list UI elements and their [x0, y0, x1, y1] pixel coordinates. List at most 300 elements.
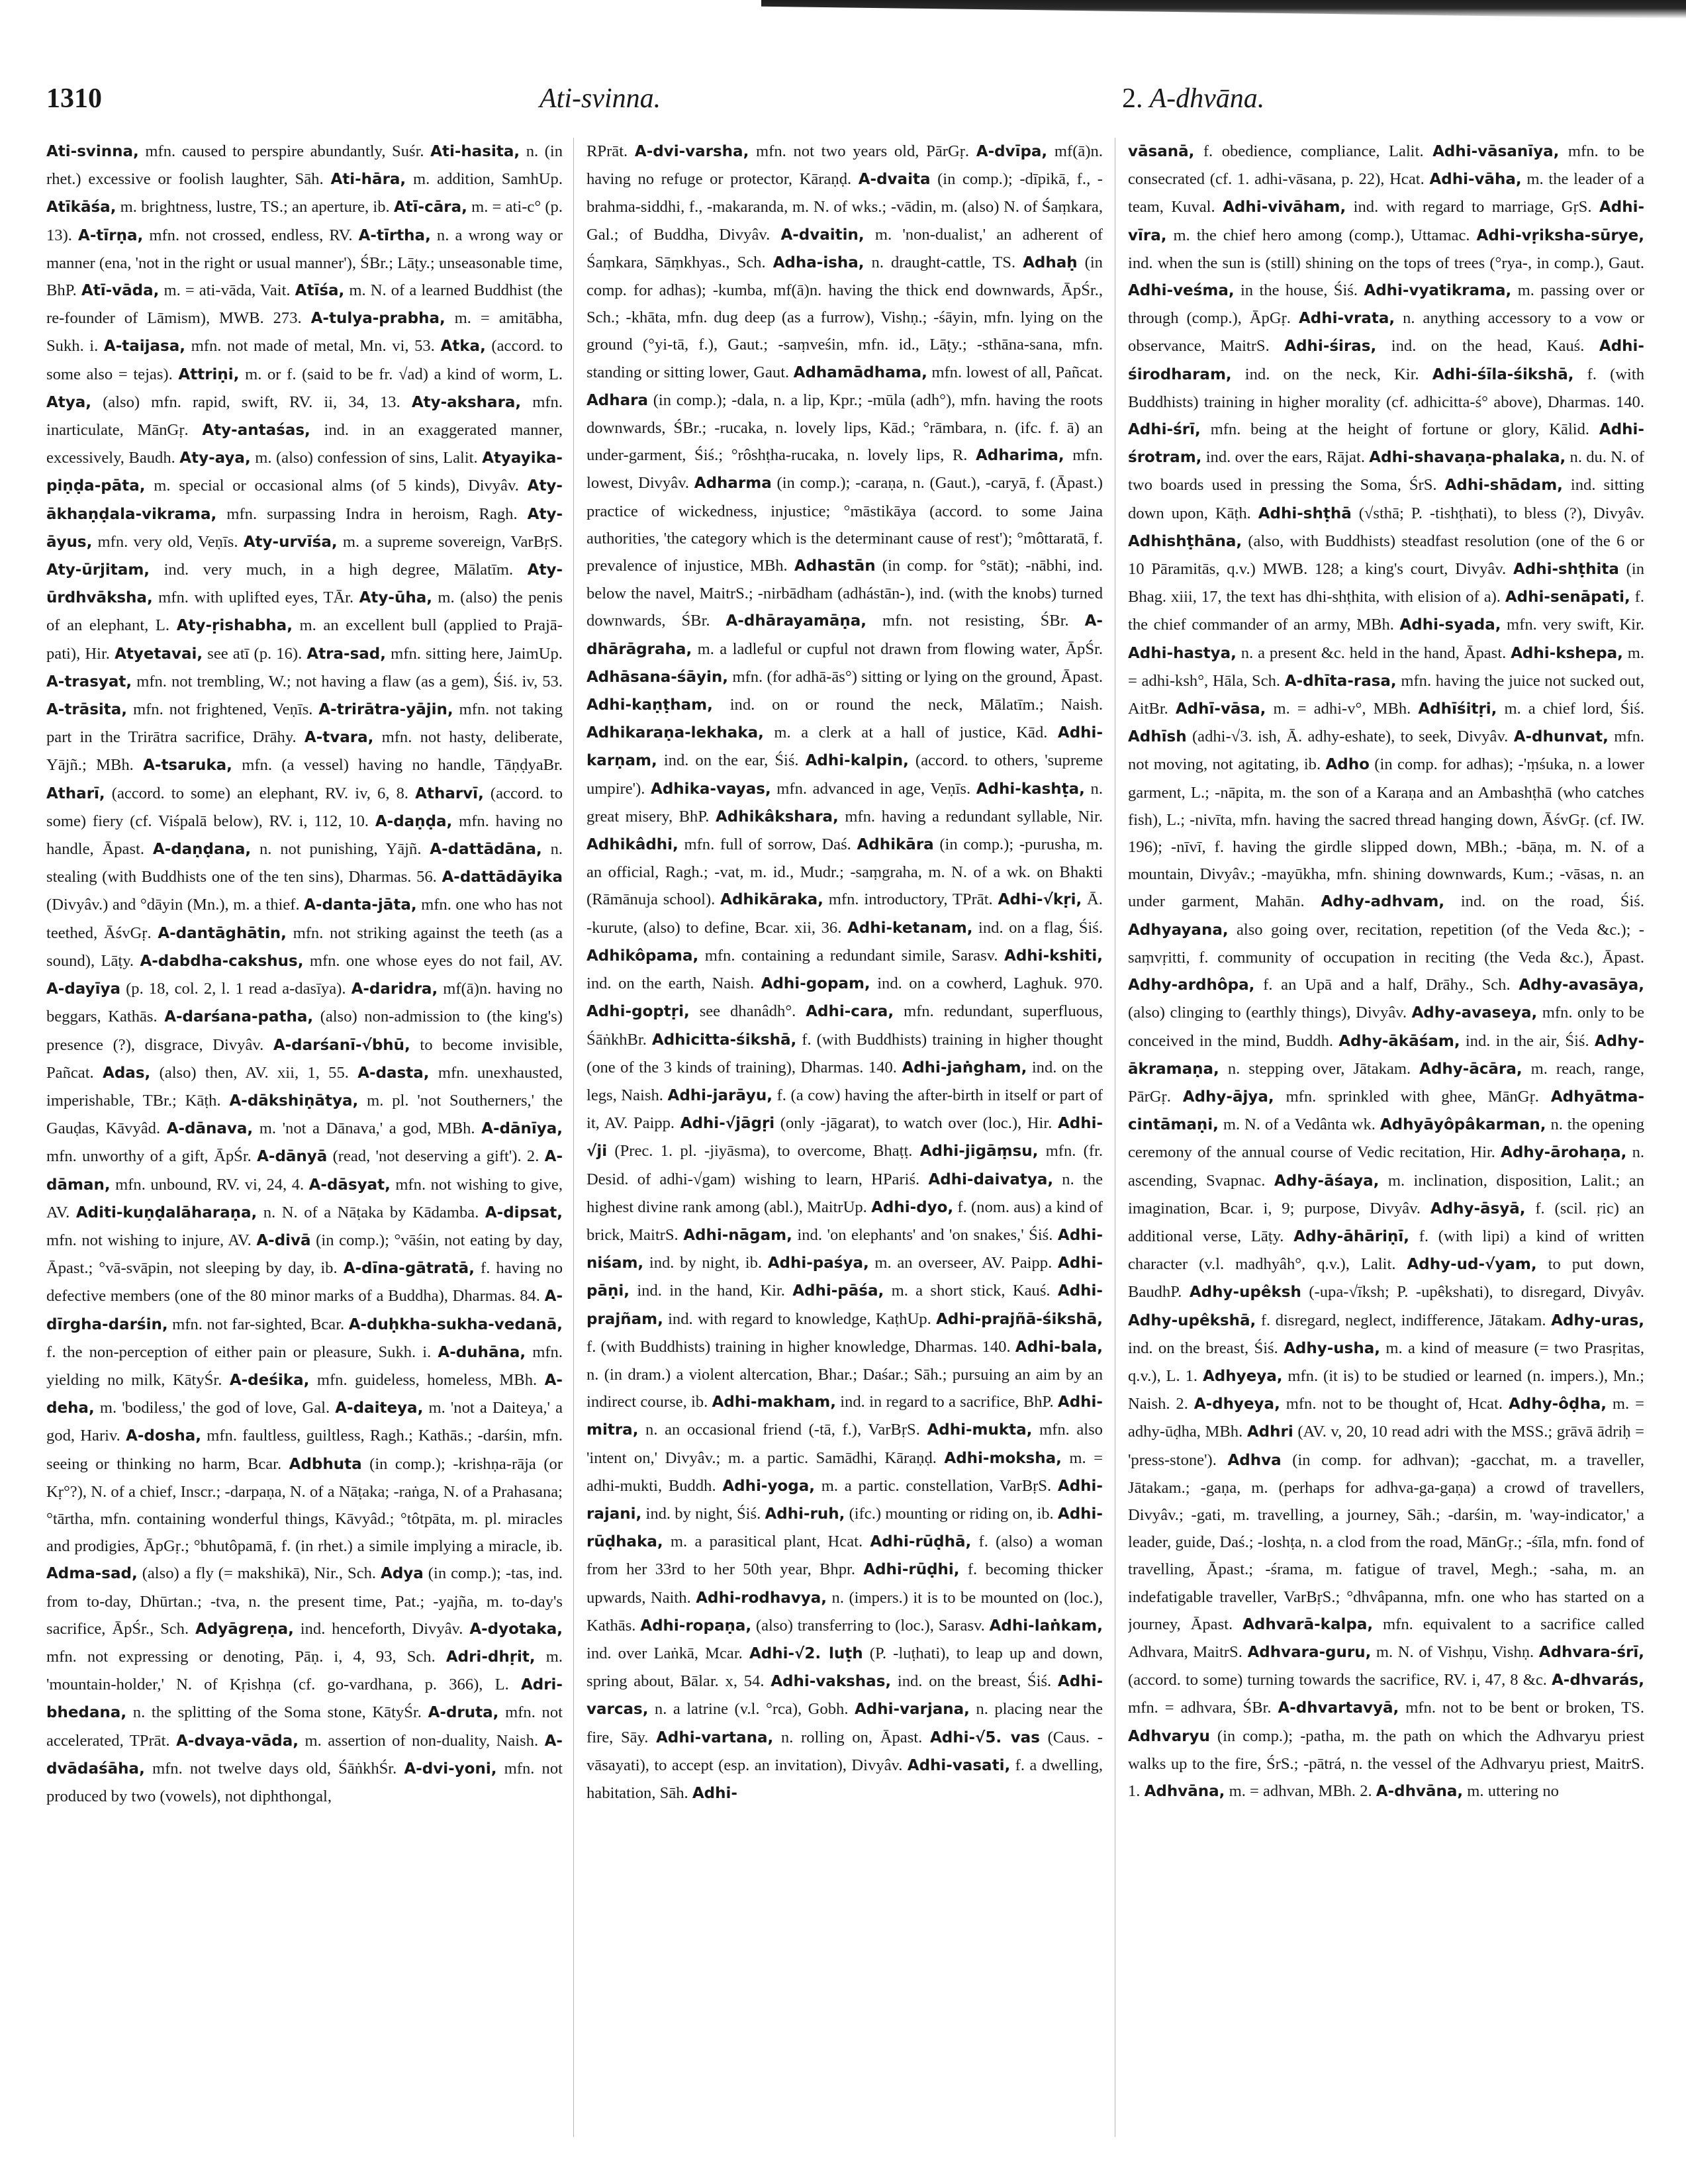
entry-headword: Atra-sad, [306, 645, 387, 663]
entry-headword: A-daiteya, [335, 1400, 424, 1417]
entry-headword: A-dipsat, [485, 1204, 563, 1221]
entry-definition: ind. on the breast, Śiś. [897, 1672, 1052, 1691]
entry-definition: (accord. to some) turning towards the sacrifice, RV. i, 47, 8 &c. [1128, 1671, 1547, 1689]
entry-headword: Adhy-ôḍha, [1508, 1396, 1607, 1413]
entry-definition: m. N. of a Vedânta wk. [1223, 1116, 1376, 1134]
entry-headword: A-dattādāna, [430, 841, 542, 859]
entry-headword: Adhi-pāṇi, [586, 1255, 1103, 1300]
entry-definition: mfn. yielding no milk, KātyŚr. [46, 1343, 563, 1389]
entry-definition: mfn. not wishing to injure, AV. [46, 1231, 252, 1249]
entry-definition: n. (in rhet.) excessive or foolish laughter, Sāh. [46, 142, 563, 189]
dictionary-entry [167, 1119, 481, 1137]
entry-definition: mfn. not produced by two (vowels), not diphthongal, [46, 1759, 563, 1805]
entry-definition: n. a latrine (v.l. °rca), Gobh. [654, 1700, 849, 1719]
dictionary-entry [635, 142, 976, 160]
entry-definition: f. (with Buddhists) training in higher thought (one of the 3 kinds of training), Dharmas. 140. [586, 1030, 1103, 1076]
entry-definition: mfn. guideless, homeless, MBh. [316, 1370, 538, 1389]
entry-definition: m. inclination, disposition, Lalit.; an imagination, Bcar. i, 9; purpose, Divyâv. [1128, 1171, 1644, 1217]
column-divider [573, 138, 574, 2137]
entry-definition: n. the opening ceremony of the annual course of Vedic recitation, Hir. [1128, 1116, 1644, 1162]
dictionary-entry [178, 365, 563, 383]
entry-definition: ind. on the breast, Śiś. [1128, 1339, 1278, 1357]
dictionary-entry [195, 1620, 469, 1638]
entry-headword: A-tīrṇa, [78, 226, 144, 244]
entry-definition: mfn. having the juice not sucked out, AitBr. [1128, 671, 1644, 718]
entry-definition: m. a parasitical plant, Hcat. [670, 1533, 863, 1551]
entry-headword: Atīkāśa, [46, 199, 117, 216]
entry-definition: (in Bhag. xiii, 17, the text has dhi-shṭhita, with elision of a). [1128, 560, 1644, 606]
entry-headword: Adhy-avaseya, [1411, 1004, 1538, 1022]
dictionary-entry [720, 890, 998, 908]
entry-definition: f. an Upā and a half, Drāhy., Sch. [1263, 976, 1511, 994]
entry-headword: Adhi-mukta, [927, 1421, 1033, 1439]
entry-definition: n. du. N. of two boards used in pressing the Soma, ŚrS. [1128, 448, 1644, 495]
entry-definition: n. the highest divine rank among (abl.), MaitrUp. [586, 1170, 1103, 1216]
entry-headword: Adha-isha, [773, 254, 865, 271]
entry-definition: (also) then, AV. xii, 1, 55. [159, 1063, 349, 1082]
entry-definition: (also) mfn. rapid, swift, RV. ii, 34, 13. [103, 393, 400, 411]
entry-definition: (Caus. -vāsayati), to accept (esp. an invitation), Divyâv. [586, 1728, 1103, 1774]
entry-headword: Adhi-moksha, [944, 1449, 1062, 1467]
entry-definition: (in comp.); -dala, n. a lip, Kpr.; -mūla (adh°), mfn. having the roots downwards, ŚBr.; -rucaka, n. lovely lips, Kād.; °rāmbara, n. (ifc. f. ā) an under-garment, Śiś.; °rôshṭha-rucaka, n. lovely lips, R. [586, 391, 1103, 465]
entry-headword: Adhy-upêkshā, [1128, 1311, 1256, 1329]
entry-definition: f. having no defective members (one of the 80 minor marks of a Buddha), Dharmas. 84. [46, 1259, 563, 1306]
entry-definition: m. an excellent bull (applied to Prajā-pati), Hir. [46, 616, 563, 663]
entry-headword: Adhikāraka, [720, 891, 823, 909]
entry-definition: ind. over the ears, Rājat. [1205, 448, 1365, 467]
entry-definition: n. the splitting of the Soma stone, KātyŚr. [132, 1703, 422, 1722]
dictionary-entry [773, 254, 1023, 271]
page-number: 1310 [46, 83, 102, 114]
entry-headword: Adhy-ākramaṇa, [1128, 1032, 1644, 1078]
entry-definition: (also) a fly (= makshikā), Nir., Sch. [142, 1564, 377, 1583]
entry-definition: m. brightness, lustre, TS.; an aperture, ib. [120, 198, 390, 216]
running-head-right: A-dhvāna. [1149, 83, 1265, 114]
entry-definition: mfn. lowest, Divyâv. [586, 446, 1103, 493]
entry-definition: (-upa-√īksh; P. -upêkshati), to disregard, Divyâv. [1309, 1283, 1644, 1302]
entry-headword: Adhi-rūḍhā, [870, 1533, 972, 1551]
entry-definition: mfn. = adhvara, ŚBr. [1128, 1699, 1272, 1717]
entry-definition: see atī (p. 16). [207, 644, 303, 663]
entry-definition: (in comp.); -krishṇa-rāja (or Kṛ°?), N. of a chief, Inscr.; -darpaṇa, N. of a Nāṭaka; -raṅga, N. of a Prahasana; °tārtha, mfn. containing wonderful things, Kāvyâd.; °tôtpāta, m. pl. miracles and prodigies, ĀpGṛ.; °bhutôpamā, f. (in rhet.) a simile implying a miracle, ib. [46, 1454, 563, 1556]
entry-definition: ind. sitting down upon, Kāṭh. [1128, 476, 1644, 522]
entry-headword: Adhi-hastya, [1128, 644, 1237, 662]
entry-headword: Adhi-rodhavya, [696, 1589, 827, 1607]
entry-headword: A-dānyā [257, 1148, 328, 1166]
entry-headword: Adhikāra [857, 836, 934, 854]
entry-headword: Adhi-vṛiksha-sūrye, [1476, 226, 1644, 244]
entry-definition: m. = adhi-ksh°, Hāla, Sch. [1128, 643, 1644, 690]
entry-headword: Adhi-√5. vas [929, 1729, 1040, 1746]
entry-headword: Adhy-upêksh [1189, 1284, 1301, 1302]
entry-headword: A-dosha, [126, 1427, 201, 1445]
entry-headword: A-dhvāna, [1376, 1782, 1464, 1800]
entry-headword: Adhi-senāpati, [1505, 589, 1630, 606]
entry-headword: A-deha, [46, 1371, 563, 1417]
entry-definition: f. (a cow) having the after-birth in itself or part of it, AV. Paipp. [586, 1086, 1103, 1133]
entry-definition: n. a wrong way or manner (ena, 'not in the right or usual manner'), ŚBr.; Lāṭy.; unseasonable time, BhP. [46, 226, 563, 300]
entry-definition: (adhi-√3. ish, Ā. adhy-eshate), to seek, Divyâv. [1192, 728, 1509, 746]
entry-definition: mfn. unbound, RV. vi, 24, 4. [115, 1175, 304, 1194]
dictionary-entry [768, 1254, 1058, 1272]
entry-headword: Adhy-ākāśam, [1338, 1032, 1460, 1050]
entry-headword: Adhy-āhāriṇī, [1293, 1227, 1409, 1245]
entry-definition: mfn. one who has not teethed, ĀśvGṛ. [46, 896, 563, 942]
entry-definition: ind. 'on elephants' and 'on snakes,' Śiś. [797, 1225, 1053, 1244]
entry-definition: m. = ati-vāda, Vait. [164, 281, 291, 300]
entry-headword: Adhi-shṭhita [1513, 561, 1619, 579]
entry-definition: m. N. of Vishṇu, Vishṇ. [1376, 1642, 1534, 1661]
dictionary-entry [1128, 755, 1644, 910]
entry-definition: f. (with lipi) a kind of written character (v.l. madhyâh°, q.v.), Lalit. [1128, 1227, 1644, 1274]
dictionary-entry [176, 1732, 545, 1750]
entry-headword: A-daṇḍana, [152, 841, 252, 859]
entry-headword: Adhi-makham, [712, 1394, 836, 1411]
entry-headword: Adhy-ācāra, [1419, 1060, 1522, 1078]
entry-headword: Adhy-ardhôpa, [1128, 976, 1255, 994]
entry-headword: A-dākshiṇātya, [229, 1092, 359, 1110]
entry-definition: mfn. redundant, superfluous, ŚāṅkhBr. [586, 1002, 1103, 1049]
dictionary-entry [586, 668, 1103, 686]
entry-definition: ind. henceforth, Divyâv. [300, 1619, 463, 1638]
entry-headword: A-dvaya-vāda, [176, 1732, 299, 1750]
entry-headword: A-darśana-patha, [164, 1008, 314, 1026]
entry-headword: Adhikâdhi, [586, 836, 679, 854]
entry-headword: A-duḥkha-sukha-vedanā, [348, 1315, 563, 1333]
dictionary-entry [765, 1505, 1057, 1523]
entry-definition: m. a ladleful or cupful not drawn from flowing water, ĀpŚr. [697, 640, 1103, 658]
entry-definition: mfn. to be consecrated (cf. 1. adhi-vāsana, p. 22), Hcat. [1128, 142, 1644, 189]
entry-definition: m. an overseer, AV. Paipp. [874, 1254, 1053, 1272]
dictionary-entry [306, 645, 563, 663]
dictionary-entry [46, 393, 412, 411]
entry-headword: Adhara [586, 391, 649, 409]
entry-definition: n. rolling on, Āpast. [780, 1728, 923, 1746]
entry-headword: Atyetavai, [115, 645, 203, 663]
entry-headword: Adhvara-śrī, [1538, 1643, 1644, 1661]
dictionary-entry [586, 254, 1103, 381]
entry-definition: mfn. full of sorrow, Daś. [684, 835, 851, 854]
dictionary-entry [586, 1002, 806, 1020]
dictionary-entry [76, 1204, 485, 1221]
entry-headword: Adhi-kalpin, [805, 752, 909, 770]
entry-definition: n. N. of a Nāṭaka by Kādamba. [263, 1203, 479, 1221]
entry-definition: m. a short stick, Kauś. [891, 1282, 1051, 1300]
entry-headword: A-darśanī-√bhū, [273, 1036, 410, 1054]
entry-headword: Adhi-bala, [1015, 1338, 1103, 1356]
entry-headword: A-dvi-yoni, [404, 1760, 497, 1778]
entry-headword: Adhi-daivatya, [928, 1170, 1054, 1188]
entry-definition: ind. when the sun is (still) shining on the tops of trees (°rya-, in comp.), Gaut. [1128, 254, 1644, 272]
entry-definition: to put down, BaudhP. [1128, 1255, 1644, 1302]
dictionary-entry [1128, 921, 1644, 967]
entry-headword: A-dhārāgraha, [586, 612, 1103, 658]
entry-definition: ind. on the neck, Kir. [1244, 365, 1419, 383]
entry-headword: Aty-aya, [179, 450, 251, 467]
entry-definition: f. a dwelling, habitation, Sāh. [586, 1756, 1103, 1802]
entry-headword: Adhvara-guru, [1247, 1643, 1372, 1661]
entry-definition: mfn. not striking against the teeth (as a sound), Lāṭy. [46, 924, 563, 970]
entry-headword: A-trirātra-yājin, [318, 701, 453, 719]
entry-definition: n. a present &c. held in the hand, Āpast. [1241, 643, 1507, 662]
entry-headword: Adhi-vartana, [656, 1729, 774, 1746]
dictionary-entry [847, 919, 1103, 937]
entry-headword: A-deśika, [229, 1371, 310, 1389]
entry-definition: (accord. to some) fiery (cf. Viśpalā below), RV. i, 112, 10. [46, 784, 563, 830]
entry-definition: in the house, Śiś. [1240, 281, 1358, 300]
entry-definition: m. a chief lord, Śiś. [1504, 700, 1644, 718]
entry-headword: Adharima, [976, 447, 1064, 465]
entry-definition: (p. 18, col. 2, l. 1 read a-dasīya). [126, 980, 346, 998]
entry-headword: A-druta, [428, 1704, 499, 1722]
dictionary-entry [81, 281, 295, 299]
entry-headword: Adhi-dyo, [871, 1198, 954, 1216]
dictionary-entry [140, 952, 563, 970]
entry-definition: n. placing near the fire, Sāy. [586, 1700, 1103, 1746]
dictionary-entry [46, 784, 415, 802]
dictionary-entry [46, 700, 318, 718]
entry-headword: Adhvarā-kalpa, [1242, 1615, 1374, 1633]
entry-definition: m. reach, range, PārGṛ. [1128, 1059, 1644, 1106]
entry-headword: Aty-ūha, [359, 589, 432, 607]
entry-headword: Adhy-āśaya, [1274, 1172, 1380, 1190]
entry-headword: Adhi-shavaṇa-phalaka, [1369, 449, 1566, 467]
entry-definition: (in comp. for °stāt); -nābhi, ind. below the navel, MaitrS.; -nirbādham (adhástān-), ind. (with the knobs) turned downwards, ŚBr. [586, 557, 1103, 630]
entry-definition: m. a supreme sovereign, VarBṛS. [342, 532, 563, 551]
entry-definition: (in comp. for adhvan); -gacchat, m. a traveller, Jātakam.; -gaṇa, m. (perhaps for adhva-ga-gaṇa) a crowd of travellers, Divyâv.; -gati, m. travelling, a journey, Sāh.; -darśin, m. 'way-indicator,' a leader, guide, Daś.; -loshṭa, n. a clod from the road, MānGṛ.; -śīla, mfn. fond of travelling, Āpast.; -śrama, m. fatigue of travel, Megh.; -saha, m. an indefatigable traveller, VarBṛS.; °dhvâpanna, mfn. one who has started on a journey, Āpast. [1128, 1450, 1644, 1633]
dictionary-entry [1128, 142, 1432, 160]
entry-definition: mfn. with uplifted eyes, TĀr. [158, 589, 354, 607]
entry-definition: (in comp.); °vāśin, not eating by day, Āpast.; °vā-svāpin, not sleeping by day, ib. [46, 1231, 563, 1278]
entry-definition: n. ascending, Svapnac. [1128, 1143, 1644, 1190]
entry-headword: Aty-antaśas, [202, 422, 310, 440]
entry-headword: Aty-urvīśa, [243, 533, 338, 551]
entry-headword: Adma-sad, [46, 1565, 138, 1583]
entry-definition: m. 'not a Daiteya,' a god, Hariv. [46, 1399, 563, 1445]
entry-headword: Aditi-kuṇḍalāharaṇa, [75, 1204, 258, 1221]
dictionary-entry [1338, 1032, 1595, 1050]
entry-definition: mfn. not made of metal, Mn. vi, 53. [191, 337, 435, 356]
entry-definition: mfn. not hasty, deliberate, Yājñ.; MBh. [46, 728, 563, 775]
entry-headword: Atyayika-piṇḍa-pāta, [46, 450, 563, 495]
entry-definition: to become invisible, Pañcat. [46, 1035, 563, 1082]
entry-headword: A-dattādāyika [442, 869, 563, 886]
entry-headword: Atīśa, [295, 282, 345, 300]
entry-headword: Adhi-vyatikrama, [1364, 282, 1512, 300]
entry-headword: A-tīrtha, [358, 226, 431, 244]
entry-headword: Adri-dhṛit, [445, 1648, 536, 1666]
entry-definition: m. 'non-dualist,' an adherent of Śaṃkara, Sāṃkhyas., Sch. [586, 225, 1103, 271]
entry-definition: m. = adhvan, MBh. 2. [1229, 1781, 1372, 1800]
entry-definition: n. anything accessory to a vow or observance, MaitrS. [1128, 309, 1644, 356]
entry-definition: mfn. not accelerated, TPrāt. [46, 1703, 563, 1750]
dictionary-entry [1223, 198, 1599, 216]
entry-headword: A-dvi-varsha, [634, 143, 749, 160]
entry-headword: Adhi-vāsanīya, [1432, 143, 1560, 160]
entry-headword: Adhi-prajñam, [586, 1282, 1103, 1328]
entry-headword: Ati-hasita, [430, 143, 520, 160]
entry-definition: n. (in dram.) a violent altercation, Bhar.; Daśar.; Sāh.; pursuing an aim by an indirect course, ib. [586, 1365, 1103, 1411]
entry-definition: mfn. very old, Veṇīs. [97, 532, 238, 551]
entry-headword: Adhāsana-śāyin, [586, 668, 729, 686]
entry-definition: mfn. not wishing to give, AV. [46, 1175, 563, 1221]
entry-definition: mfn. not frightened, Veṇīs. [132, 700, 313, 719]
entry-headword: Adhi-√jāgṛi [680, 1115, 775, 1133]
entry-definition: n. stepping over, Jātakam. [1227, 1059, 1411, 1078]
entry-definition: m. or f. (said to be fr. √ad) a kind of worm, L. [245, 365, 563, 383]
entry-headword: Adhi-vivāham, [1223, 199, 1346, 216]
dictionary-entry [640, 1617, 989, 1635]
dictionary-entry [771, 1672, 1058, 1690]
dictionary-entry [794, 363, 1103, 381]
entry-headword: Adhy-ud-√yam, [1407, 1256, 1537, 1274]
entry-headword: Adhi-shādam, [1444, 477, 1563, 495]
entry-definition: (AV. v, 20, 10 read adri with the MSS.; grāvā ādriḥ = 'press-stone'). [1128, 1423, 1644, 1469]
entry-headword: Atharvī, [415, 784, 484, 802]
entry-definition: (accord. to some also = tejas). [46, 337, 563, 383]
entry-headword: Adhvaryu [1128, 1727, 1210, 1745]
entry-definition: f. becoming thicker upwards, Naith. [586, 1560, 1103, 1607]
entry-headword: A-dāsyat, [308, 1176, 391, 1194]
entry-headword: A-dhyeya, [1194, 1396, 1280, 1413]
entry-definition: mfn. not trembling, W.; not having a flaw (as a gem), Śiś. iv, 53. [136, 672, 563, 690]
entry-headword: Atya, [46, 393, 92, 411]
dictionary-entry [586, 835, 857, 853]
entry-headword: A-dvaitin, [780, 226, 865, 244]
entry-headword: Adhyāyôpâkarman, [1380, 1116, 1546, 1134]
entry-definition: m. 'not a Dānava,' a god, MBh. [259, 1119, 475, 1138]
dictionary-entry [1284, 337, 1599, 355]
dictionary-entry [1176, 700, 1418, 718]
dictionary-entry [1128, 281, 1364, 299]
dictionary-entry [651, 780, 976, 798]
entry-headword: Adhika-vayas, [651, 780, 771, 798]
entry-headword: Adhi-kshepa, [1511, 644, 1623, 662]
entry-definition: also going over, recitation, repetition (of the Veda &c.); -saṃvṛitti, f. community of occupation in reciting (the Veda &c.), Āpast. [1128, 920, 1644, 967]
entry-headword: A-dhvartavyā, [1278, 1699, 1399, 1717]
entry-headword: Adhi- [692, 1784, 737, 1802]
entry-definition: m. the chief hero among (comp.), Uttamac. [1173, 226, 1470, 244]
entry-headword: Adhi-rūḍhi, [863, 1561, 960, 1579]
entry-headword: Attriṇi, [178, 365, 240, 383]
entry-headword: vāsanā, [1128, 143, 1195, 160]
dictionary-entry [1278, 1699, 1644, 1717]
dictionary-entry [722, 1477, 1058, 1495]
dictionary-entry [244, 533, 563, 551]
entry-headword: Adhi-√2. luṭh [749, 1644, 863, 1662]
entry-definition: (in comp.); -purusha, m. an official, Ragh.; -vat, m. id., Mudr.; -saṃgraha, m. N. of a wk. on Bhakti (Rāmānuja school). [586, 835, 1103, 909]
entry-definition: (in comp.); -dīpikā, f., -brahma-siddhi, f., -makaranda, m. N. of wks.; -vādin, m. (also) N. of Śaṃkara, Gal.; of Buddha, Divyâv. [586, 170, 1103, 244]
entry-headword: Adhi-śirodharam, [1128, 338, 1644, 383]
dictionary-entry [46, 561, 528, 579]
dictionary-entry [103, 1064, 357, 1082]
entry-definition: f. (nom. aus) a kind of brick, MaitrS. [586, 1198, 1103, 1244]
entry-definition: (Divyâv.) and °dāyin (Mn.), m. a thief. [46, 896, 300, 914]
scan-edge-shadow [761, 0, 1686, 19]
entry-headword: A-dyotaka, [469, 1620, 563, 1638]
dictionary-entry [1258, 504, 1644, 522]
entry-definition: ind. by night, ib. [649, 1254, 763, 1272]
dictionary-entry [46, 673, 563, 690]
entry-definition: mf(ā)n. having no beggars, Kathās. [46, 980, 563, 1026]
entry-headword: Adhi-shṭhā [1258, 504, 1352, 522]
entry-definition: (in comp.); -patha, m. the path on which the Adhvaryu priest walks up to the fire, ŚrS.; -pātrá, n. the vessel of the Adhvaryu priest, MaitrS. 1. [1128, 1727, 1644, 1800]
entry-headword: Adhi-yoga, [722, 1477, 815, 1495]
entry-definition: mfn. only to be conceived in the mind, Buddh. [1128, 1004, 1644, 1050]
entry-definition: ind. on a cowherd, Laghuk. 970. [877, 974, 1103, 993]
entry-definition: mfn. not to be thought of, Hcat. [1286, 1395, 1503, 1413]
entry-definition: m. = adhy-ūḍha, MBh. [1128, 1395, 1644, 1441]
entry-definition: ind. in regard to a sacrifice, BhP. [840, 1393, 1054, 1411]
entry-definition: m. assertion of non-duality, Naish. [304, 1731, 539, 1750]
entry-headword: Adhi-laṅkam, [989, 1617, 1103, 1635]
entry-definition: ind. very much, in a high degree, Mālatīm. [164, 561, 514, 579]
dictionary-entry [153, 840, 430, 858]
entry-headword: Adhikôpama, [586, 947, 699, 965]
dictionary-entry [692, 1784, 737, 1802]
entry-headword: A-dvādaśāha, [46, 1732, 563, 1778]
dictionary-entry [792, 1282, 1058, 1300]
entry-definition: m. uttering no [1467, 1781, 1559, 1800]
dictionary-column-2 [586, 138, 1103, 2144]
entry-definition: mfn. also 'intent on,' Divyâv.; m. a partic. Samādhi, Kāraṇḍ. [586, 1421, 1103, 1467]
dictionary-column-3 [1128, 138, 1644, 2144]
entry-definition: (also, with Buddhists) steadfast resolution (one of the 6 or 10 Pāramitās, q.v.) MWB. 128; a king's court, Divyâv. [1128, 532, 1644, 579]
entry-headword: Adhi-jaṅgham, [902, 1059, 1027, 1076]
entry-definition: mfn. not to be bent or broken, TS. [1405, 1699, 1644, 1717]
entry-definition: (accord. to others, 'supreme umpire'). [586, 751, 1103, 798]
entry-definition: ind. on the head, Kauś. [1391, 337, 1585, 356]
entry-headword: Adhi-rajani, [586, 1477, 1103, 1523]
entry-headword: Adhīśitṛi, [1418, 700, 1497, 718]
dictionary-entry [257, 1147, 545, 1165]
entry-definition: mfn. caused to perspire abundantly, Suśr. [145, 142, 424, 160]
page-header [33, 83, 1642, 122]
entry-headword: Adhi-vāha, [1429, 171, 1522, 189]
entry-headword: Adhi-ruh, [765, 1505, 845, 1523]
entry-definition: mfn. not crossed, endless, RV. [149, 226, 353, 244]
entry-headword: Adhi-vakshas, [771, 1673, 892, 1691]
entry-definition: mfn. (it is) to be studied or learned (n. impers.), Mn.; Naish. 2. [1128, 1366, 1644, 1413]
entry-definition: mfn. inarticulate, MānGṛ. [46, 393, 563, 440]
entry-headword: Adhi-jigāṃsu, [919, 1143, 1039, 1161]
dictionary-entry [330, 170, 563, 188]
dictionary-entry [683, 1226, 1058, 1244]
dictionary-entry [104, 337, 441, 355]
entry-definition: m. = adhi-mukti, Buddh. [586, 1448, 1103, 1495]
entry-headword: Adhi-goptṛi, [586, 1003, 690, 1021]
entry-headword: Aty-akshara, [411, 393, 522, 411]
entry-headword: Adhi-jarāyu, [667, 1086, 773, 1104]
entry-headword: A-dhīta-rasa, [1284, 672, 1397, 690]
entry-definition: m. passing over or through (comp.), ĀpGṛ. [1128, 281, 1644, 328]
entry-definition: f. disregard, neglect, indifference, Jātakam. [1260, 1311, 1546, 1329]
entry-headword: Adhy-ājya, [1182, 1088, 1274, 1106]
dictionary-entry [1376, 1782, 1559, 1800]
entry-headword: Atharī, [46, 784, 105, 802]
entry-headword: Adhī-vāsa, [1175, 700, 1266, 718]
entry-definition: n. not punishing, Yājñ. [259, 840, 422, 859]
dictionary-entry [680, 1114, 1058, 1132]
entry-definition: ind. on the road, Śiś. [1460, 892, 1644, 911]
dictionary-entry [143, 756, 563, 774]
dictionary-entry [1183, 1088, 1551, 1106]
entry-definition: mfn. (fr. Desid. of adhi-√gam) wishing to learn, HPariś. [586, 1142, 1103, 1188]
dictionary-entry [230, 1371, 545, 1389]
dictionary-entry [586, 696, 1103, 714]
entry-definition: ind. by night, Śiś. [645, 1504, 761, 1523]
entry-definition: n. (impers.) it is to be mounted on (loc.), Kathās. [586, 1588, 1103, 1635]
